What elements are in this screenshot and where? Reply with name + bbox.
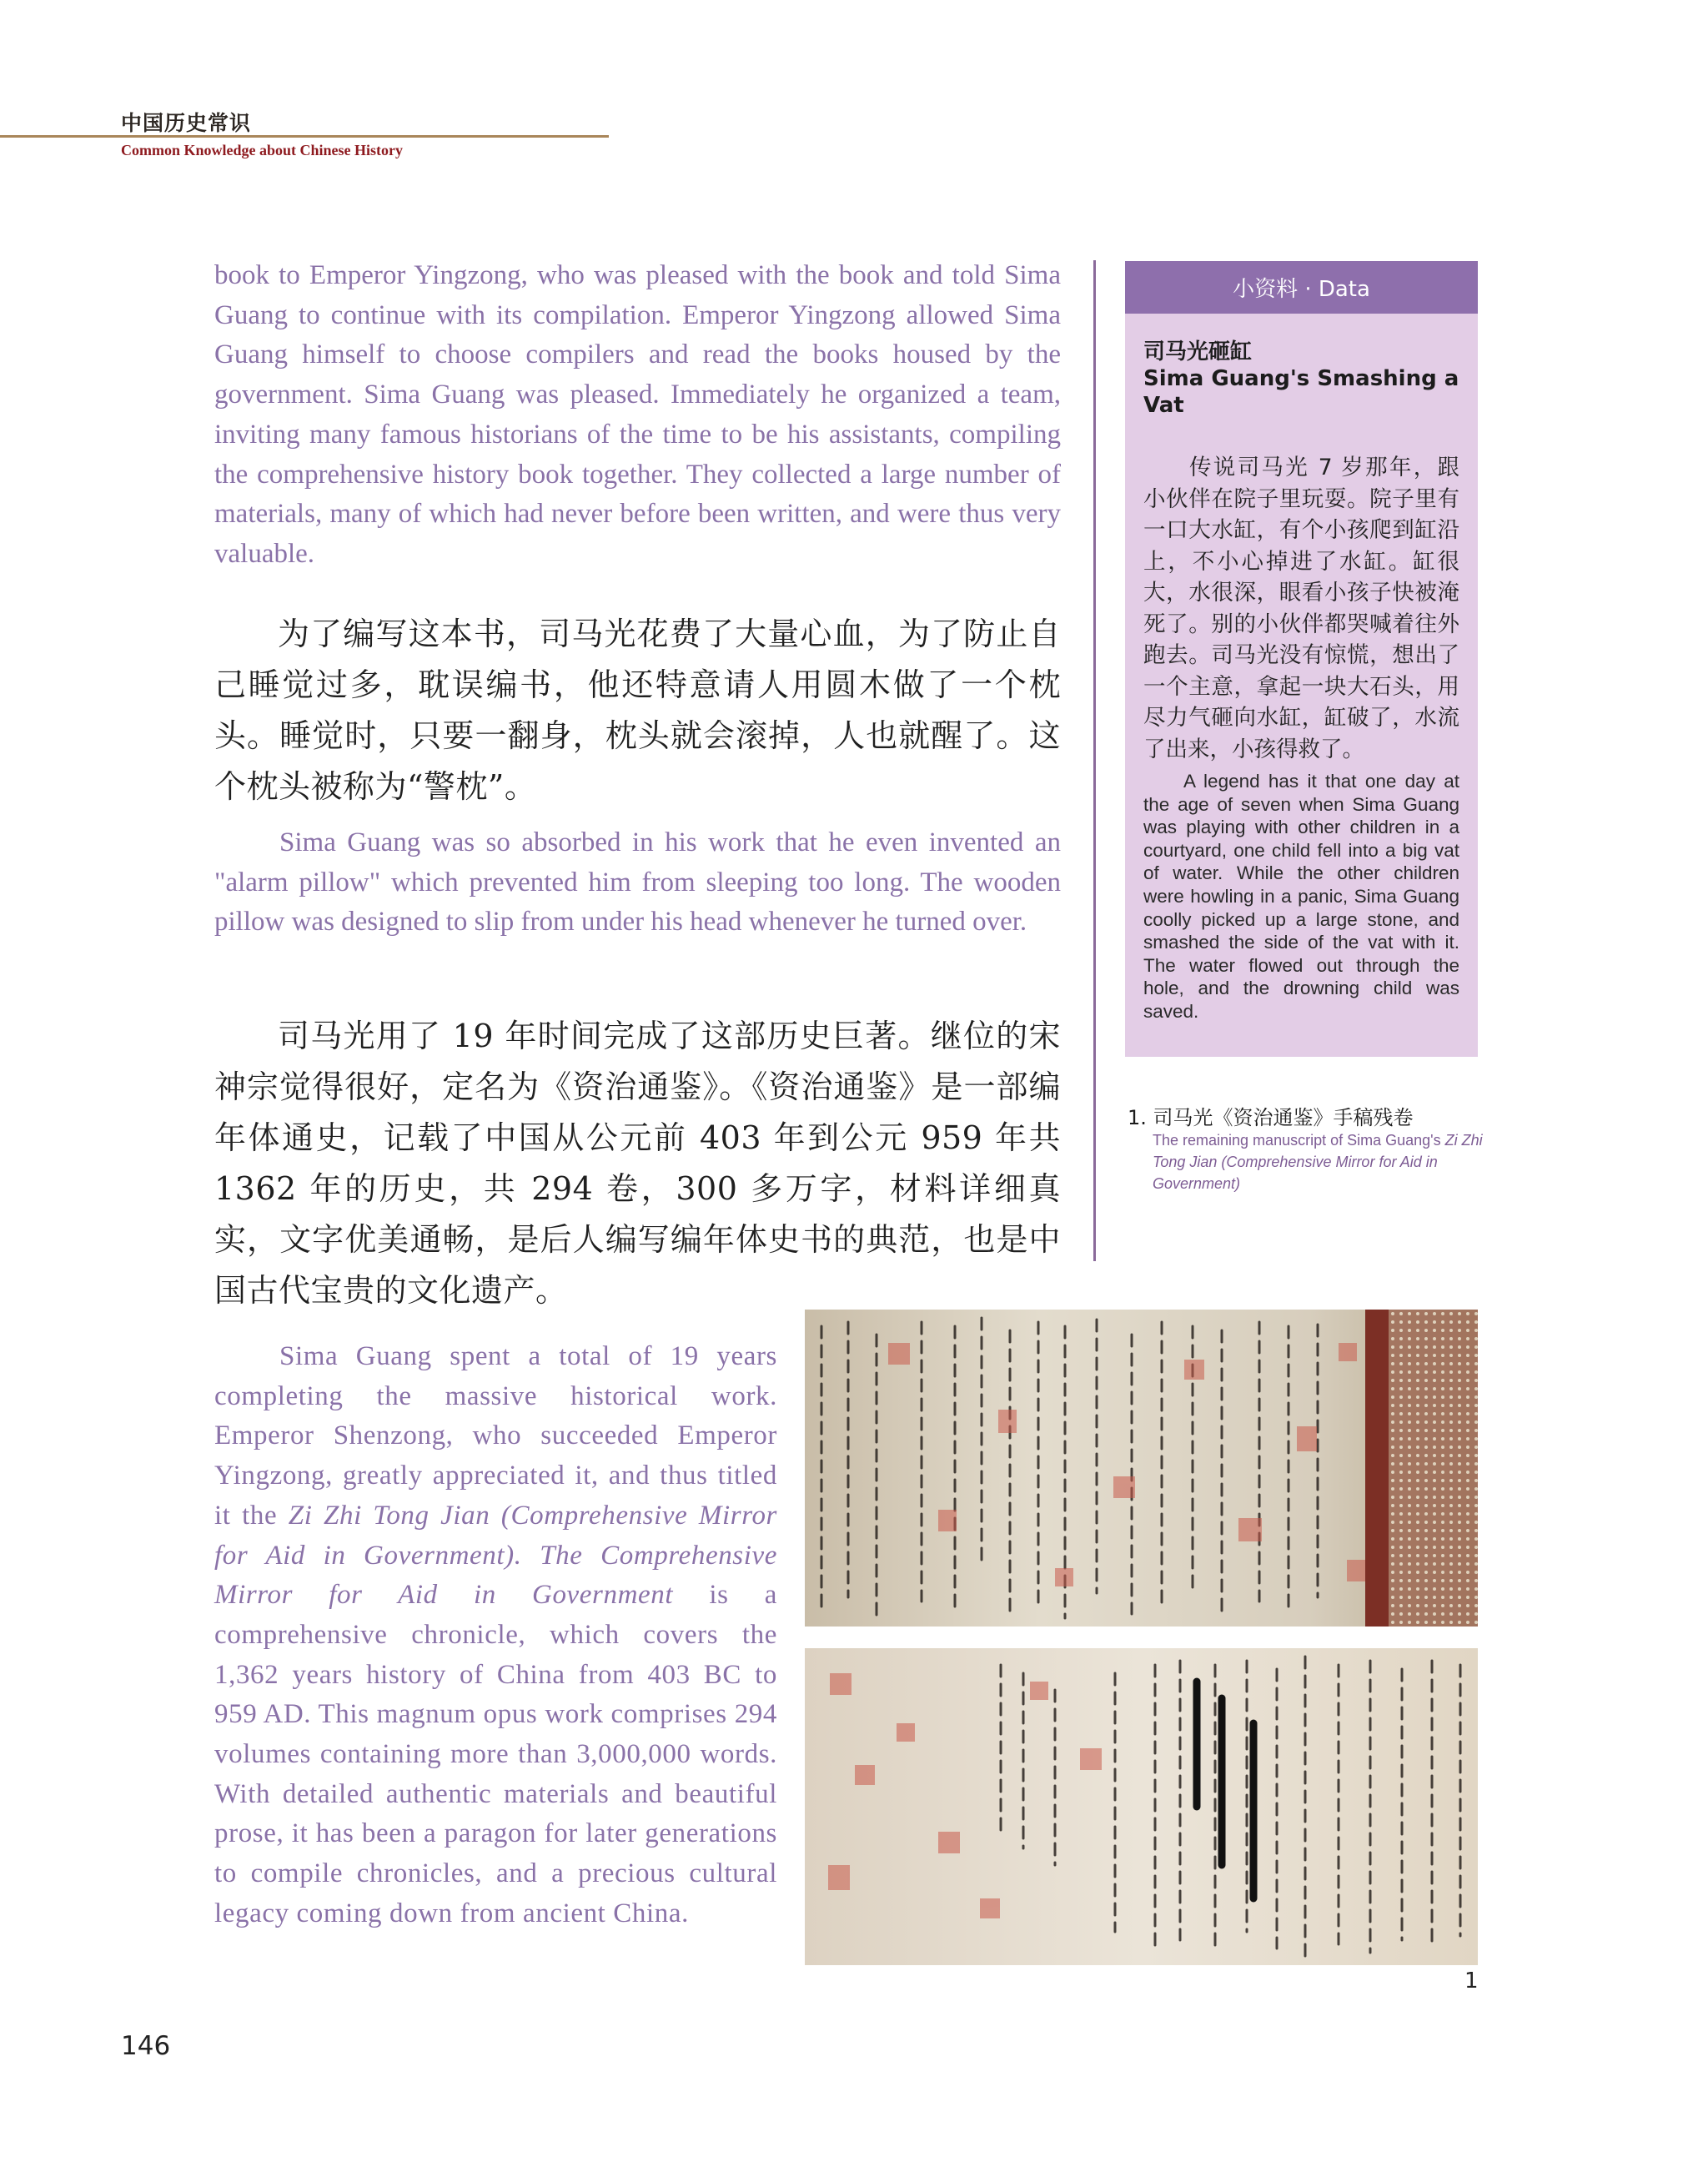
data-sidebar-heading: 小资料 · Data <box>1125 261 1478 314</box>
column-divider <box>1093 260 1096 1261</box>
paragraph-english-5-part-a: Sima Guang spent a total of 19 years completing the massive historical work. Emperor Shenzong, who succeeded Emperor Yingzong, greatly appreciated it, and thus titled it the <box>214 1341 777 1531</box>
manuscript-photo-upper <box>805 1310 1478 1627</box>
manuscript-photo-lower <box>805 1648 1478 1965</box>
figure-caption-english <box>1153 1129 1486 1194</box>
data-sidebar-title-en: Sima Guang's Smashing a Vat <box>1143 366 1459 418</box>
running-header-chinese: 中国历史常识 <box>121 111 252 135</box>
manuscript-image-upper <box>805 1310 1478 1627</box>
manuscript-image-lower <box>805 1648 1478 1965</box>
paragraph-english-1: book to Emperor Yingzong, who was pleased with the book and told Sima Guang to continue with its compilation. Emperor Yingzong allowed Sima Guang himself to choose compilers and read the books housed by the government. Sima Guang was pleased. Immediately he organized a team, inviting many famous historians of the time to be his assistants, compiling the comprehensive history book together. They collected a large number of materials, many of which had never before been written, and were thus very valuable. <box>214 260 1061 569</box>
paragraph-english-5 <box>214 1337 777 1934</box>
paragraph-english-5-part-c: is a comprehensive chronicle, which covers the 1,362 years history of China from 403 BC to 959 AD. This magnum opus work comprises 294 volumes containing more than 3,000,000 words. With detailed authentic materials and beautiful prose, it has been a paragon for later generations to compile chronicles, and a precious cultural legacy coming down from ancient China. <box>214 1580 777 1928</box>
figure-number: 1 <box>1464 1968 1479 1994</box>
book-title-italic: Zi Zhi Tong Jian (Comprehensive Mirror for Aid in Government). The Comprehensive Mirror for Aid in Government <box>214 1500 777 1611</box>
data-sidebar-title <box>1143 339 1459 419</box>
data-sidebar-title-zh: 司马光砸缸 <box>1143 339 1253 365</box>
figure-caption-english-part-a: The remaining manuscript of Sima Guang's <box>1153 1132 1445 1149</box>
paragraph-english-3: Sima Guang was so absorbed in his work that he even invented an "alarm pillow" which prevented him from sleeping too long. The wooden pillow was designed to slip from under his head whenever he turned over. <box>214 827 1061 938</box>
figure-caption-english-italic: Zi Zhi Tong Jian (Comprehensive Mirror for Aid in Government) <box>1153 1132 1483 1192</box>
paragraph-chinese-2: 为了编写这本书，司马光花费了大量心血，为了防止自己睡觉过多，耽误编书，他还特意请人用圆木做了一个枕头。睡觉时，只要一翻身，枕头就会滚掉，人也就醒了。这个枕头被称为“警枕”。 <box>214 616 1061 805</box>
header-rule <box>0 135 609 138</box>
figure-caption-chinese: 1. 司马光《资治通鉴》手稿残卷 <box>1128 1106 1414 1129</box>
paragraph-chinese-4: 司马光用了 19 年时间完成了这部历史巨著。继位的宋神宗觉得很好，定名为《资治通鉴》。《资治通鉴》是一部编年体通史，记载了中国从公元前 403 年到公元 959 年共 1362 年的历史，共 294 卷，300 多万字，材料详细真实，文字优美通畅，是后人编写编年体史书的典范，也是中国古代宝贵的文化遗产。 <box>214 1018 1061 1309</box>
running-header-english: Common Knowledge about Chinese History <box>121 142 404 158</box>
data-sidebar-body-chinese: 传说司马光 7 岁那年，跟小伙伴在院子里玩耍。院子里有一口大水缸，有个小孩爬到缸沿上，不小心掉进了水缸。缸很大，水很深，眼看小孩子快被淹死了。别的小伙伴都哭喊着往外跑去。司马光没有惊慌，想出了一个主意，拿起一块大石头，用尽力气砸向水缸，缸破了，水流了出来，小孩得救了。 <box>1143 455 1459 762</box>
data-sidebar-body-english: A legend has it that one day at the age of seven when Sima Guang was playing with other children in a courtyard, one child fell into a big vat of water. While the other children were howling in a panic, Sima Guang coolly picked up a large stone, and smashed the side of the vat with it. The water flowed out through the hole, and the drowning child was saved. <box>1143 771 1459 1022</box>
data-sidebar-box <box>1125 261 1478 1057</box>
page-number: 146 <box>121 2031 171 2061</box>
